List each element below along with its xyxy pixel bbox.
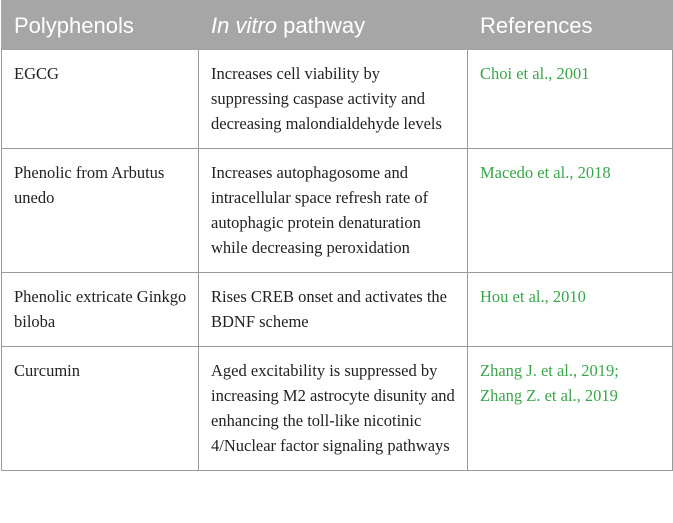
reference-link[interactable]: Choi et al., 2001	[480, 64, 590, 83]
polyphenol-cell: Phenolic extricate Ginkgo biloba	[2, 273, 199, 347]
references-cell	[468, 347, 673, 471]
references-cell	[468, 50, 673, 149]
references-cell	[468, 273, 673, 347]
reference-link[interactable]: Zhang Z. et al., 2019	[480, 386, 618, 405]
polyphenol-cell: EGCG	[2, 50, 199, 149]
pathway-cell: Increases autophagosome and intracellular space refresh rate of autophagic protein denaturation while decreasing peroxidation	[199, 149, 468, 273]
pathway-cell: Increases cell viability by suppressing caspase activity and decreasing malondialdehyde levels	[199, 50, 468, 149]
header-in-vitro-pathway	[199, 1, 468, 50]
header-pathway-text: pathway	[277, 13, 366, 38]
reference-link[interactable]: Zhang J. et al., 2019;	[480, 361, 619, 380]
references-cell	[468, 149, 673, 273]
reference-link[interactable]: Macedo et al., 2018	[480, 163, 611, 182]
polyphenol-cell: Curcumin	[2, 347, 199, 471]
pathway-cell: Aged excitability is suppressed by increasing M2 astrocyte disunity and enhancing the toll-like nicotinic 4/Nuclear factor signaling pathways	[199, 347, 468, 471]
header-polyphenols: Polyphenols	[2, 1, 199, 50]
table-row	[2, 347, 673, 471]
reference-link[interactable]: Hou et al., 2010	[480, 287, 586, 306]
header-references: References	[468, 1, 673, 50]
polyphenol-cell: Phenolic from Arbutus unedo	[2, 149, 199, 273]
polyphenols-table	[1, 0, 673, 471]
table-row	[2, 50, 673, 149]
table-row	[2, 149, 673, 273]
header-row	[2, 1, 673, 50]
header-in-vitro-italic: In vitro	[211, 13, 278, 38]
table-row	[2, 273, 673, 347]
pathway-cell: Rises CREB onset and activates the BDNF scheme	[199, 273, 468, 347]
